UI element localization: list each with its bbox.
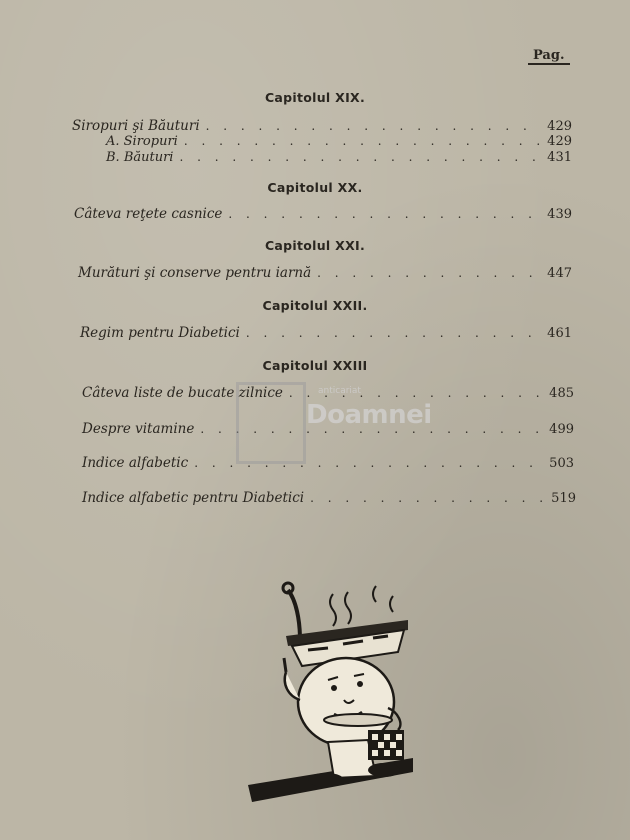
chapter-heading-xix: Capitolul XIX.	[264, 90, 366, 105]
watermark-logo-icon	[236, 382, 306, 464]
toc-entry-label: Indice alfabetic	[82, 455, 189, 471]
watermark-small-text: anticariat	[318, 386, 361, 396]
toc-entry-label: Siropuri şi Băuturi	[72, 118, 200, 134]
dot-leader	[179, 150, 540, 164]
toc-entry-page: 447	[547, 266, 572, 281]
dot-leader	[228, 207, 540, 221]
toc-entry-label: B. Băuturi	[106, 150, 174, 165]
toc-entry	[80, 325, 572, 343]
chapter-heading-xxi: Capitolul XXI.	[264, 238, 366, 253]
dot-leader	[206, 119, 540, 133]
toc-entry-page: 439	[547, 207, 572, 222]
toc-entry-label: Câteva reţete casnice	[74, 206, 223, 222]
page-column-label: Pag.	[533, 48, 565, 63]
dot-leader	[184, 134, 540, 148]
cartoon-pot-chef-icon	[248, 580, 418, 809]
toc-entry-page: 519	[551, 491, 576, 506]
chapter-heading-xxiii: Capitolul XXIII	[262, 358, 368, 373]
toc-entry-page: 499	[549, 422, 574, 437]
toc-entry	[106, 150, 572, 168]
toc-entry-label: Murături şi conserve pentru iarnă	[78, 265, 312, 281]
watermark	[236, 382, 432, 462]
toc-entry	[78, 265, 572, 283]
toc-entry-page: 503	[549, 456, 574, 471]
toc-entry-page: 485	[549, 386, 574, 401]
chapter-heading-xx: Capitolul XX.	[267, 180, 363, 195]
toc-entry-page: 429	[547, 134, 572, 149]
dot-leader	[317, 266, 540, 280]
toc-entry-page: 431	[547, 150, 572, 165]
dot-leader	[246, 326, 540, 340]
chapter-heading-xxii: Capitolul XXII.	[262, 298, 368, 313]
toc-entry-label: Regim pentru Diabetici	[80, 325, 240, 341]
toc-entry-label: A. Siropuri	[106, 134, 178, 149]
toc-entry-label: Despre vitamine	[82, 421, 195, 437]
watermark-brand-text: Doamnei	[306, 400, 432, 430]
toc-entry-page: 461	[547, 326, 572, 341]
toc-entry-label: Câteva liste de bucate zilnice	[82, 385, 283, 401]
toc-entry	[82, 490, 576, 508]
toc-entry-page: 429	[547, 119, 572, 134]
toc-entry	[74, 206, 572, 224]
dot-leader	[310, 491, 544, 505]
page-column-underline	[528, 63, 570, 65]
toc-entry-label: Indice alfabetic pentru Diabetici	[82, 490, 305, 506]
